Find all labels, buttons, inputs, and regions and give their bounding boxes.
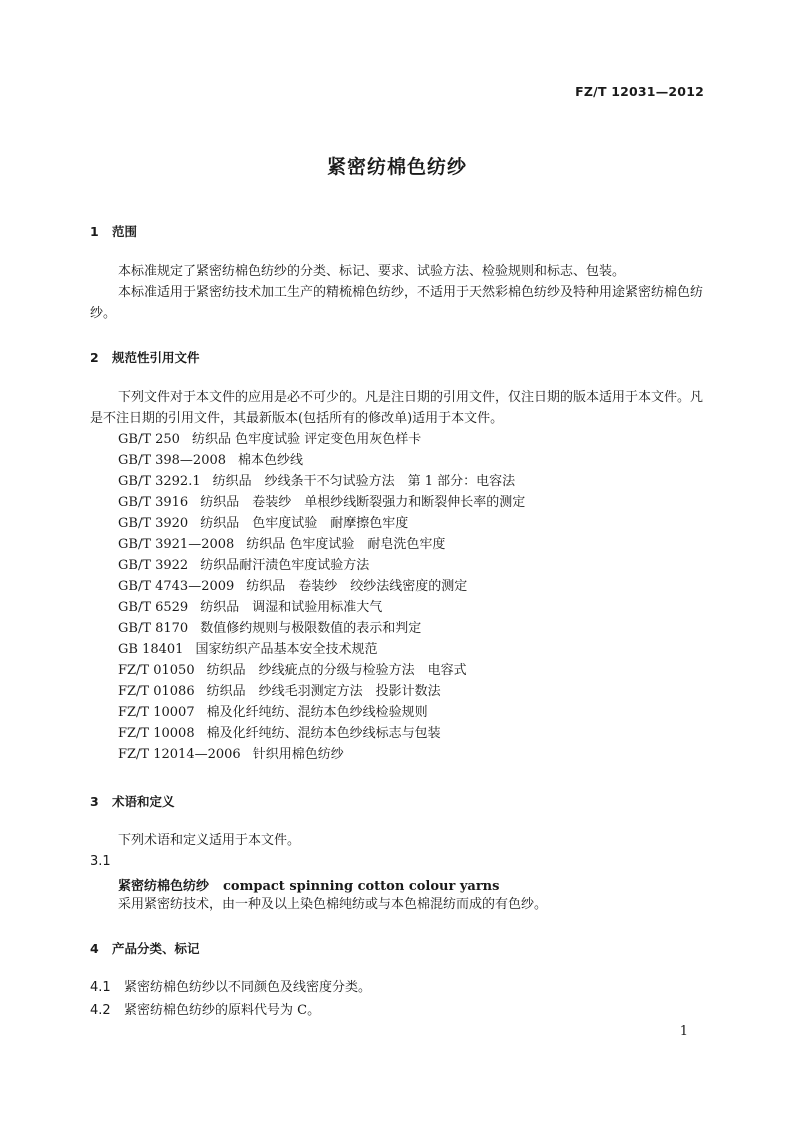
reference-title: 针织用棉色纺纱 <box>252 747 344 762</box>
clause-text: 紧密纺棉色纺纱以不同颜色及线密度分类。 <box>124 980 372 995</box>
reference-title: 棉及化纤纯纺、混纺本色纱线检验规则 <box>206 705 428 720</box>
term-english: compact spinning cotton colour yarns <box>223 879 500 894</box>
section-number: 2 <box>90 350 99 365</box>
reference-code: GB/T 3916 <box>118 495 189 510</box>
reference-title: 棉及化纤纯纺、混纺本色纱线标志与包装 <box>206 726 441 741</box>
term-chinese: 紧密纺棉色纺纱 <box>118 879 210 894</box>
reference-code: FZ/T 01086 <box>118 684 195 699</box>
section-title: 产品分类、标记 <box>112 941 200 956</box>
reference-title: 纺织品 色牢度试验 耐皂洗色牢度 <box>246 537 446 552</box>
reference-row <box>118 429 421 450</box>
page-number: 1 <box>679 1024 688 1039</box>
reference-code: FZ/T 12014—2006 <box>118 747 241 762</box>
reference-code: GB/T 8170 <box>118 621 189 636</box>
reference-code: FZ/T 01050 <box>118 663 195 678</box>
reference-row <box>118 471 515 492</box>
reference-title: 数值修约规则与极限数值的表示和判定 <box>200 621 422 636</box>
section-title: 术语和定义 <box>112 794 175 809</box>
clause-4-1 <box>90 977 371 998</box>
section-title: 规范性引用文件 <box>112 350 200 365</box>
reference-row <box>118 723 441 744</box>
reference-title: 纺织品 色牢度试验 评定变色用灰色样卡 <box>191 432 422 447</box>
reference-title: 纺织品 卷装纱 绞纱法线密度的测定 <box>246 579 468 594</box>
reference-code: GB 18401 <box>118 642 184 657</box>
reference-title: 纺织品 卷装纱 单根纱线断裂强力和断裂伸长率的测定 <box>200 495 526 510</box>
reference-code: GB/T 3922 <box>118 558 189 573</box>
reference-code: GB/T 3920 <box>118 516 189 531</box>
section-number: 4 <box>90 941 99 956</box>
reference-row <box>118 639 377 660</box>
reference-row <box>118 576 467 597</box>
reference-title: 纺织品 纱线毛羽测定方法 投影计数法 <box>206 684 441 699</box>
section-4-heading <box>90 939 200 957</box>
term-entry <box>118 875 499 894</box>
section-2-intro: 下列文件对于本文件的应用是必不可少的。凡是注日期的引用文件，仅注日期的版本适用于本文件。凡是不注日期的引用文件，其最新版本(包括所有的修改单)适用于本文件。 <box>90 390 704 426</box>
section-1-paragraph-1: 本标准规定了紧密纺棉色纺纱的分类、标记、要求、试验方法、检验规则和标志、包装。 <box>118 264 626 279</box>
section-1-heading <box>90 222 137 240</box>
reference-code: FZ/T 10008 <box>118 726 195 741</box>
reference-title: 国家纺织产品基本安全技术规范 <box>195 642 378 657</box>
clause-number: 4.2 <box>90 1003 111 1018</box>
section-1-paragraph-2: 本标准适用于紧密纺技术加工生产的精梳棉色纺纱，不适用于天然彩棉色纺纱及特种用途紧密纺棉色纺纱。 <box>90 285 704 321</box>
reference-row <box>118 597 382 618</box>
reference-code: GB/T 3921—2008 <box>118 537 235 552</box>
section-2-heading <box>90 348 200 366</box>
term-definition: 采用紧密纺技术，由一种及以上染色棉纯纺或与本色棉混纺而成的有色纱。 <box>118 897 548 912</box>
standard-code: FZ/T 12031—2012 <box>575 84 704 99</box>
document-title: 紧密纺棉色纺纱 <box>326 156 467 178</box>
reference-title: 纺织品 调湿和试验用标准大气 <box>200 600 383 615</box>
reference-title: 纺织品 色牢度试验 耐摩擦色牢度 <box>200 516 409 531</box>
reference-row <box>118 744 344 765</box>
reference-row <box>118 534 445 555</box>
reference-row <box>118 555 369 576</box>
reference-code: GB/T 3292.1 <box>118 474 201 489</box>
section-title: 范围 <box>112 224 138 239</box>
reference-row <box>118 660 467 681</box>
reference-title: 棉本色纱线 <box>238 453 304 468</box>
reference-row <box>118 702 428 723</box>
clause-text: 紧密纺棉色纺纱的原料代号为 C。 <box>124 1003 321 1018</box>
reference-code: GB/T 6529 <box>118 600 189 615</box>
reference-row <box>118 450 303 471</box>
clause-4-2 <box>90 1000 320 1021</box>
reference-row <box>118 492 525 513</box>
subclause-number: 3.1 <box>90 854 111 869</box>
reference-title: 纺织品 纱线条干不匀试验方法 第 1 部分：电容法 <box>212 474 516 489</box>
reference-row <box>118 513 408 534</box>
reference-code: GB/T 250 <box>118 432 180 447</box>
reference-row <box>118 681 441 702</box>
clause-number: 4.1 <box>90 980 111 995</box>
reference-row <box>118 618 421 639</box>
section-3-intro: 下列术语和定义适用于本文件。 <box>118 833 301 848</box>
reference-code: GB/T 4743—2009 <box>118 579 235 594</box>
reference-code: FZ/T 10007 <box>118 705 195 720</box>
reference-title: 纺织品 纱线疵点的分级与检验方法 电容式 <box>206 663 467 678</box>
reference-title: 纺织品耐汗渍色牢度试验方法 <box>200 558 370 573</box>
section-3-heading <box>90 792 175 810</box>
section-number: 3 <box>90 794 99 809</box>
reference-code: GB/T 398—2008 <box>118 453 227 468</box>
section-number: 1 <box>90 224 99 239</box>
